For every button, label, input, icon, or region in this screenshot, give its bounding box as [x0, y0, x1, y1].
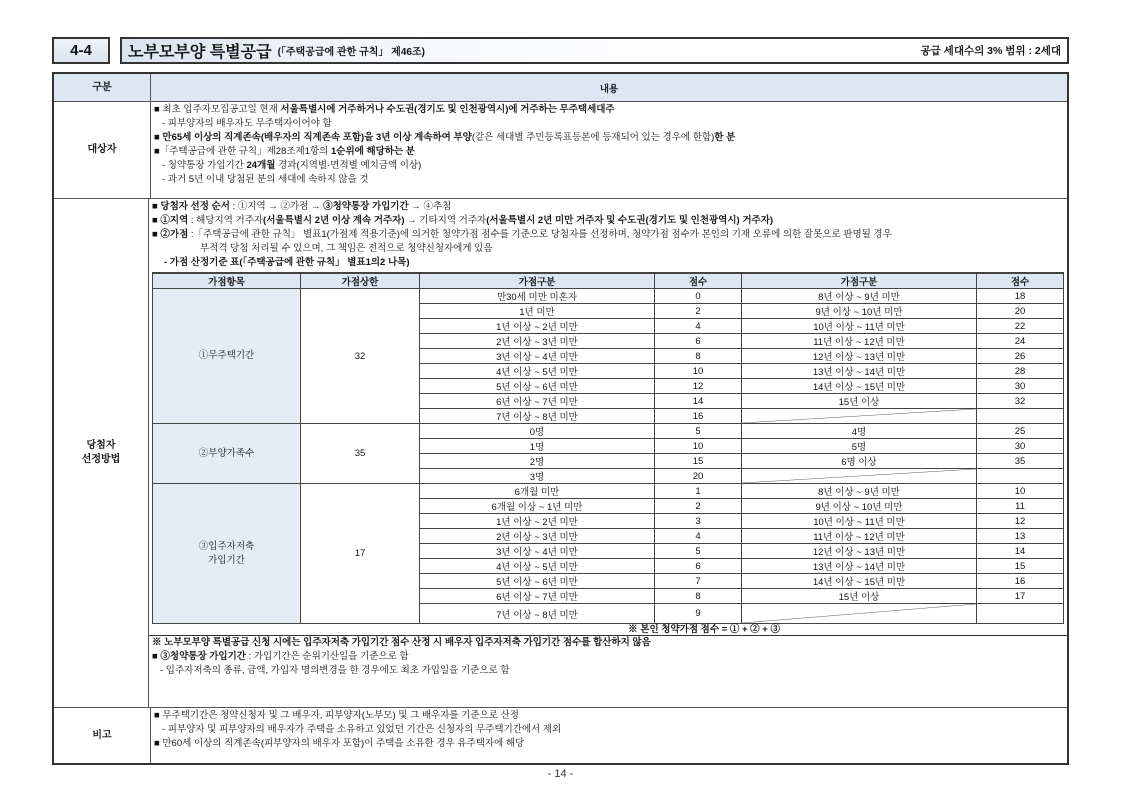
score-criterion: 3년 이상 ~ 4년 미만 — [420, 349, 655, 364]
text-segment: - 피부양자 및 피부양자의 배우자가 주택을 소유하고 있었던 기간은 신청자의 무주택기간에서 제외 — [162, 724, 562, 735]
bold-text: ①지역 — [160, 215, 189, 226]
selection-rules — [152, 200, 1064, 270]
score-value: 18 — [977, 289, 1064, 304]
score-value: 8 — [655, 589, 742, 604]
empty-score-cell — [977, 409, 1064, 424]
score-item: ③입주자저축 가입기간 — [153, 484, 301, 624]
section-subtitle: (「주택공급에 관한 규칙」 제46조) — [277, 47, 425, 58]
score-criterion: 6개월 미만 — [420, 484, 655, 499]
bold-text: 1순위에 해당하는 분 — [331, 146, 415, 157]
score-value: 5 — [655, 424, 742, 439]
column-header: 가점항목 — [153, 273, 301, 289]
text-segment: ■ 만60세 이상의 직계존속(피부양자의 배우자 포함)이 주택을 소유한 경우 유주택자에 해당 — [154, 738, 525, 749]
score-value: 4 — [655, 529, 742, 544]
score-criterion: 3명 — [420, 469, 655, 484]
score-criterion: 8년 이상 ~ 9년 미만 — [742, 289, 977, 304]
text-segment: ■ — [154, 132, 163, 143]
selection-notes — [152, 636, 1064, 678]
column-header: 점수 — [977, 273, 1064, 289]
selection-content — [149, 199, 1067, 707]
bold-text: 서울특별시에 거주하거나 수도권(경기도 및 인천광역시)에 거주하는 무주택세대주 — [280, 104, 615, 115]
remarks-row — [54, 707, 1067, 763]
text-line — [154, 103, 1064, 117]
score-criterion: 9년 이상 ~ 10년 미만 — [742, 304, 977, 319]
score-criterion: 10년 이상 ~ 11년 미만 — [742, 514, 977, 529]
text-segment: : 가입기간은 순위기산일을 기준으로 함 — [245, 651, 409, 662]
text-segment: - 청약통장 가입기간 — [162, 160, 247, 171]
text-line — [152, 228, 1064, 242]
score-criterion: 1년 미만 — [420, 304, 655, 319]
text-line — [154, 145, 1064, 159]
text-segment: → ④추첨 — [408, 201, 452, 212]
score-criterion: 4년 이상 ~ 5년 미만 — [420, 559, 655, 574]
column-header: 가점상한 — [301, 273, 420, 289]
score-criterion: 13년 이상 ~ 14년 미만 — [742, 559, 977, 574]
bold-text: 만65세 이상의 직계존속(배우자의 직계존속 포함)을 3년 이상 계속하여 부양 — [162, 132, 472, 143]
text-segment: (같은 세대별 주민등록표등본에 등재되어 있는 경우에 한함) — [471, 132, 715, 143]
score-value: 13 — [977, 529, 1064, 544]
score-criterion: 9년 이상 ~ 10년 미만 — [742, 499, 977, 514]
score-table-header — [153, 273, 1064, 289]
score-criterion: 6년 이상 ~ 7년 미만 — [420, 589, 655, 604]
column-header: 가점구분 — [420, 273, 655, 289]
score-value: 6 — [655, 559, 742, 574]
eligibility-content — [151, 102, 1067, 198]
text-line — [154, 737, 1064, 751]
score-value: 30 — [977, 379, 1064, 394]
score-value: 20 — [977, 304, 1064, 319]
score-criterion: 만30세 미만 미혼자 — [420, 289, 655, 304]
section-number: 4-4 — [52, 37, 110, 64]
bold-text: ※ 노부모부양 특별공급 신청 시에는 입주자저축 가입기간 점수 산정 시 배우자 입주자저축 가입기간 점수를 합산하지 않음 — [152, 637, 651, 648]
text-segment: ■「주택공급에 관한 규칙」제28조제1항의 — [154, 146, 331, 157]
score-value: 28 — [977, 364, 1064, 379]
score-value: 25 — [977, 424, 1064, 439]
text-segment: 부적격 당첨 처리될 수 있으며, 그 책임은 전적으로 청약신청자에게 있음 — [200, 243, 493, 254]
score-criterion: 5년 이상 ~ 6년 미만 — [420, 379, 655, 394]
score-criterion: 15년 이상 — [742, 394, 977, 409]
diagonal-line — [742, 469, 976, 483]
column-header: 가점구분 — [742, 273, 977, 289]
score-criterion: 10년 이상 ~ 11년 미만 — [742, 319, 977, 334]
eligibility-row — [54, 101, 1067, 198]
score-criterion: 1년 이상 ~ 2년 미만 — [420, 319, 655, 334]
text-segment: 경과(지역별·면적별 예치금액 이상) — [275, 160, 422, 171]
score-value: 12 — [655, 379, 742, 394]
score-value: 15 — [655, 454, 742, 469]
text-line — [154, 117, 1064, 131]
text-line — [154, 723, 1064, 737]
eligibility-label: 대상자 — [54, 102, 151, 198]
score-max: 17 — [301, 484, 420, 624]
text-segment: ■ — [152, 215, 161, 226]
score-value: 3 — [655, 514, 742, 529]
score-criterion: 2년 이상 ~ 3년 미만 — [420, 529, 655, 544]
text-segment: : ①지역 → ②가점 → — [229, 201, 324, 212]
text-segment: ■ — [152, 229, 161, 240]
text-line — [154, 159, 1064, 173]
score-criterion: 15년 이상 — [742, 589, 977, 604]
score-criterion: 2명 — [420, 454, 655, 469]
score-value: 2 — [655, 499, 742, 514]
score-criterion: 12년 이상 ~ 13년 미만 — [742, 349, 977, 364]
text-segment: ■ 무주택기간은 청약신청자 및 그 배우자, 피부양자(노부모) 및 그 배우자를 기준으로 산정 — [154, 710, 519, 721]
score-max: 35 — [301, 424, 420, 484]
score-criterion: 12년 이상 ~ 13년 미만 — [742, 544, 977, 559]
score-criterion: 5년 이상 ~ 6년 미만 — [420, 574, 655, 589]
score-criterion: 6명 이상 — [742, 454, 977, 469]
text-line — [152, 242, 1064, 256]
section-title: 노부모부양 특별공급 — [128, 44, 272, 61]
score-value: 9 — [655, 604, 742, 624]
bold-text: ③청약통장 가입기간 — [323, 201, 409, 212]
score-criterion: 2년 이상 ~ 3년 미만 — [420, 334, 655, 349]
score-criterion: 0명 — [420, 424, 655, 439]
text-line — [152, 650, 1064, 664]
bold-text: (서울특별시 2년 이상 계속 거주자) — [263, 215, 405, 226]
empty-score-cell — [977, 604, 1064, 624]
score-criterion: 11년 이상 ~ 12년 미만 — [742, 529, 977, 544]
score-value: 35 — [977, 454, 1064, 469]
text-segment: → 기타지역 거주자 — [404, 215, 487, 226]
score-value: 22 — [977, 319, 1064, 334]
score-value: 10 — [655, 364, 742, 379]
score-criterion: 4명 — [742, 424, 977, 439]
page-number: - 14 - — [547, 768, 574, 780]
text-line — [152, 214, 1064, 228]
score-value: 17 — [977, 589, 1064, 604]
main-table — [52, 72, 1069, 765]
score-criterion: 6년 이상 ~ 7년 미만 — [420, 394, 655, 409]
diagonal-line — [742, 409, 976, 423]
score-criterion: 7년 이상 ~ 8년 미만 — [420, 409, 655, 424]
score-value: 6 — [655, 334, 742, 349]
empty-diagonal-cell — [742, 469, 977, 484]
bold-text: 당첨자 선정 순서 — [160, 201, 230, 212]
score-row — [153, 424, 1064, 439]
bold-text: (서울특별시 2년 미만 거주자 및 수도권(경기도 및 인천광역시) 거주자) — [486, 215, 774, 226]
table-header-row — [54, 74, 1067, 101]
text-segment: - 과거 5년 이내 당첨된 분의 세대에 속하지 않을 것 — [162, 174, 369, 185]
score-value: 1 — [655, 484, 742, 499]
bold-text: ②가점 — [160, 229, 189, 240]
header-category: 구분 — [54, 74, 151, 101]
remarks-label: 비고 — [54, 708, 151, 763]
score-value: 10 — [655, 439, 742, 454]
score-row — [153, 484, 1064, 499]
score-criterion: 1명 — [420, 439, 655, 454]
score-criterion: 8년 이상 ~ 9년 미만 — [742, 484, 977, 499]
score-value: 2 — [655, 304, 742, 319]
empty-diagonal-cell — [742, 409, 977, 424]
empty-diagonal-cell — [742, 604, 977, 624]
score-value: 5 — [655, 544, 742, 559]
text-line — [152, 636, 1064, 650]
column-header: 점수 — [655, 273, 742, 289]
score-item: ①무주택기간 — [153, 289, 301, 424]
score-criterion: 14년 이상 ~ 15년 미만 — [742, 574, 977, 589]
score-row — [153, 289, 1064, 304]
score-value: 12 — [977, 514, 1064, 529]
score-criterion: 5명 — [742, 439, 977, 454]
score-value: 26 — [977, 349, 1064, 364]
empty-score-cell — [977, 469, 1064, 484]
bold-text: ③청약통장 가입기간 — [160, 651, 246, 662]
text-line — [154, 131, 1064, 145]
score-criterion: 13년 이상 ~ 14년 미만 — [742, 364, 977, 379]
supply-range: 공급 세대수의 3% 범위 : 2세대 — [920, 45, 1061, 57]
score-value: 15 — [977, 559, 1064, 574]
text-segment: ■ 최초 입주자모집공고일 현재 — [154, 104, 281, 115]
header-content: 내용 — [151, 74, 1067, 101]
score-value: 14 — [655, 394, 742, 409]
score-criterion: 3년 이상 ~ 4년 미만 — [420, 544, 655, 559]
score-formula: ※ 본인 청약가점 점수 = ① + ② + ③ — [149, 624, 1067, 636]
text-line — [152, 256, 1064, 270]
score-value: 20 — [655, 469, 742, 484]
score-value: 32 — [977, 394, 1064, 409]
score-criterion: 1년 이상 ~ 2년 미만 — [420, 514, 655, 529]
text-segment: :「주택공급에 관한 규칙」 별표1(가점제 적용기준)에 의거한 청약가점 점수를 기준으로 당첨자를 선정하며, 청약가점 점수가 본인의 기재 오류에 의한 잘못으로 판명될 경우 — [188, 229, 892, 240]
score-value: 0 — [655, 289, 742, 304]
text-line — [154, 173, 1064, 187]
score-max: 32 — [301, 289, 420, 424]
selection-label: 당첨자 선정방법 — [54, 199, 149, 707]
text-line — [154, 709, 1064, 723]
selection-row — [54, 198, 1067, 707]
score-value: 11 — [977, 499, 1064, 514]
text-line — [152, 200, 1064, 214]
text-segment: - 입주자저축의 종류, 금액, 가입자 명의변경을 한 경우에도 최초 가입일을 기준으로 함 — [160, 665, 510, 676]
score-value: 24 — [977, 334, 1064, 349]
score-criterion: 11년 이상 ~ 12년 미만 — [742, 334, 977, 349]
score-value: 7 — [655, 574, 742, 589]
text-segment: ■ — [152, 201, 161, 212]
bold-text: 24개월 — [246, 160, 276, 171]
score-criterion: 7년 이상 ~ 8년 미만 — [420, 604, 655, 624]
score-item: ②부양가족수 — [153, 424, 301, 484]
bold-text: - 가점 산정기준 표(「주택공급에 관한 규칙」 별표1의2 나목) — [164, 257, 410, 268]
score-value: 30 — [977, 439, 1064, 454]
score-table — [152, 272, 1064, 624]
section-title-bar — [120, 37, 1069, 64]
score-value: 10 — [977, 484, 1064, 499]
score-value: 8 — [655, 349, 742, 364]
text-segment: : 해당지역 거주자 — [188, 215, 264, 226]
score-value: 14 — [977, 544, 1064, 559]
score-criterion: 4년 이상 ~ 5년 미만 — [420, 364, 655, 379]
score-value: 4 — [655, 319, 742, 334]
diagonal-line — [742, 604, 976, 623]
score-criterion: 14년 이상 ~ 15년 미만 — [742, 379, 977, 394]
score-value: 16 — [977, 574, 1064, 589]
bold-text: 한 분 — [714, 132, 736, 143]
text-line — [152, 664, 1064, 678]
text-segment: - 피부양자의 배우자도 무주택자이어야 함 — [162, 118, 332, 129]
score-criterion: 6개월 이상 ~ 1년 미만 — [420, 499, 655, 514]
score-value: 16 — [655, 409, 742, 424]
text-segment: ■ — [152, 651, 161, 662]
remarks-content — [151, 708, 1067, 763]
